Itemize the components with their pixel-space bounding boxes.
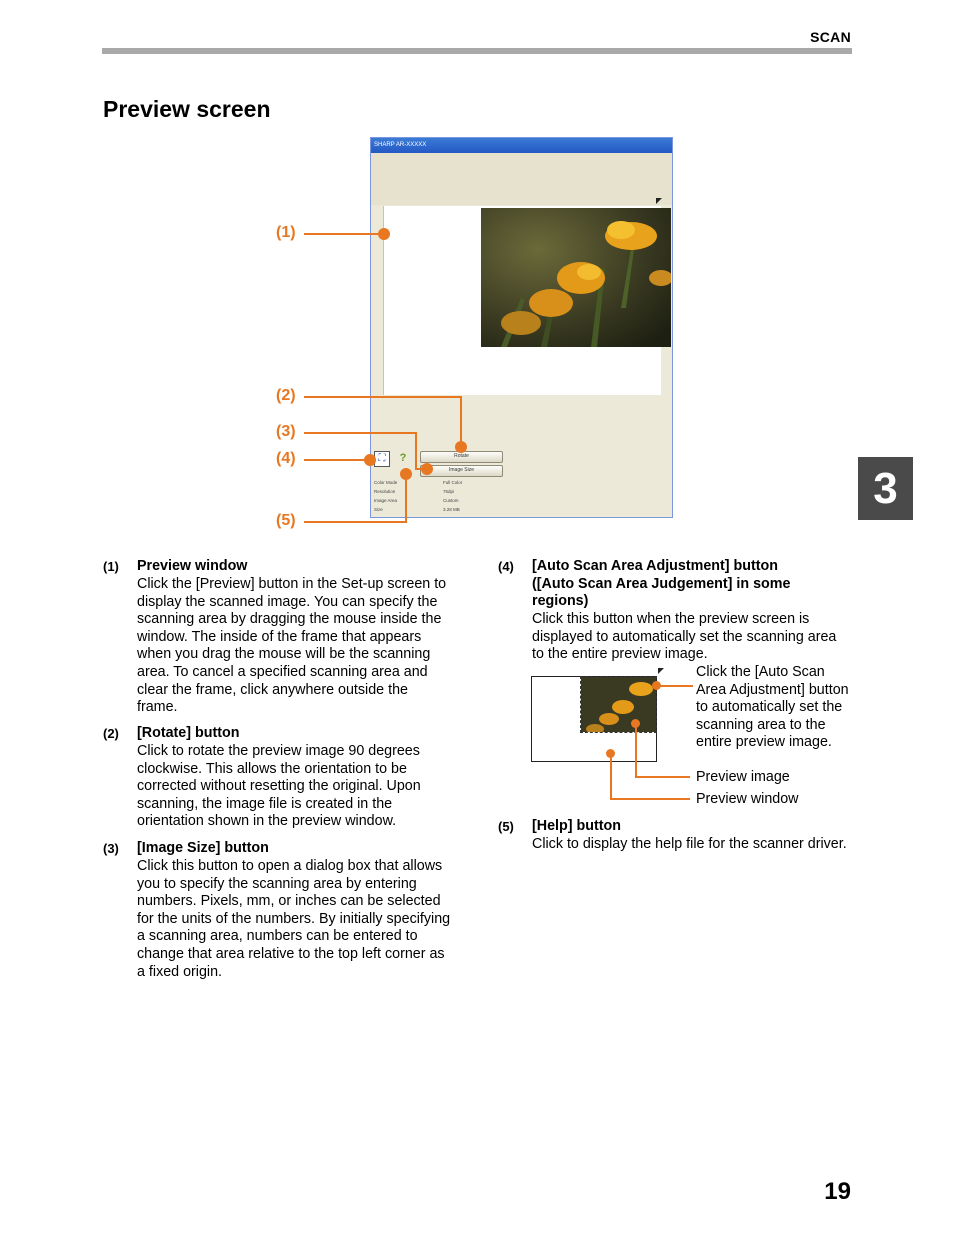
item-desc-line: when you drag the mouse will be the scanning [137, 646, 431, 663]
item-desc-line: numbers. Pixels, mm, or inches can be selected [137, 893, 441, 910]
item-desc-line: scanning area by dragging the mouse inside the [137, 611, 442, 628]
item-desc-line: Click to display the help file for the scanner driver. [532, 836, 847, 852]
item-desc-line: scanning, the image file is created in the [137, 795, 393, 812]
item-title: [Image Size] button [137, 840, 269, 856]
item-desc-line: to the entire preview image. [532, 646, 708, 663]
info-key: Color Mode [374, 480, 398, 485]
item-title-line: [Auto Scan Area Adjustment] button [532, 558, 778, 574]
callout-4-label: (4) [276, 450, 296, 467]
item-desc-line: Click this button when the preview screen is [532, 611, 810, 628]
item-desc-line: corrected without resetting the original. Upon [137, 778, 421, 795]
item-desc-line: clear the frame, click anywhere outside the [137, 681, 408, 698]
item-desc-line: you to specify the scanning area by entering [137, 875, 417, 892]
callout-1-dot [378, 228, 390, 240]
item-desc-line: a scanning area, numbers can be entered to [137, 928, 418, 945]
help-button[interactable] [397, 452, 409, 466]
callout-4-line [304, 459, 366, 461]
callout-2-line [304, 396, 462, 398]
auto-scan-area-button[interactable] [374, 451, 390, 467]
item-number: (4) [498, 559, 514, 574]
item-desc-line: Click the [Preview] button in the Set-up screen to [137, 576, 447, 592]
item-desc-line: displayed to automatically set the scanning area [532, 628, 837, 645]
item-desc-line: for the units of the numbers. By initially specifying [137, 910, 451, 927]
item-help-button [498, 818, 858, 858]
item-number: (2) [103, 726, 119, 741]
callout-5-line [304, 521, 407, 523]
item-desc-line: Click this button to open a dialog box that allows [137, 858, 443, 874]
callout-3-line-v [415, 432, 417, 470]
inset-corner-marker-icon [658, 668, 664, 674]
item-desc-line: window. The inside of the frame that appears [137, 628, 422, 645]
callout-5-label: (5) [276, 512, 296, 529]
item-title: [Help] button [532, 818, 621, 834]
inset-image-line-v [635, 724, 637, 777]
item-desc-line: change that area relative to the top left corner as [137, 946, 445, 962]
item-title-line: ([Auto Scan Area Judgement] in some [532, 575, 791, 592]
section-header: SCAN [810, 29, 851, 45]
corner-marker-icon [656, 198, 662, 204]
info-value: Custom [443, 498, 459, 503]
callout-2-dot [455, 441, 467, 453]
help-icon: ? [399, 452, 407, 464]
item-desc-line: a fixed origin. [137, 963, 223, 980]
inset-note-line [660, 685, 693, 687]
info-key: Resolution [374, 489, 396, 494]
callout-1-line [304, 233, 380, 235]
inset-window-line-v [610, 754, 612, 799]
inset-preview-image [580, 676, 657, 733]
inset-note-line: Area Adjustment] button [696, 681, 849, 698]
callout-4-dot [364, 454, 376, 466]
item-desc-line: Click to rotate the preview image 90 degrees [137, 743, 420, 759]
page-number: 19 [824, 1178, 851, 1205]
inset-note-line: Click the [Auto Scan [696, 664, 825, 680]
item-number: (1) [103, 559, 119, 574]
callout-3-dot [421, 463, 433, 475]
inset-preview-window-label: Preview window [696, 791, 799, 807]
item-desc-line: orientation shown in the preview window. [137, 813, 397, 830]
item-auto-scan-button [498, 558, 858, 668]
info-key: Image Area [374, 498, 398, 503]
item-image-size-button [103, 840, 463, 985]
header-rule [102, 48, 852, 54]
info-value: Full Color [443, 480, 463, 485]
flower-photo [481, 208, 671, 347]
callout-3-label: (3) [276, 423, 296, 440]
rotate-button[interactable]: Rotate [420, 451, 503, 463]
info-key: Size [374, 507, 383, 512]
callout-3-line [304, 432, 417, 434]
item-desc-line: display the scanned image. You can specify the [137, 593, 438, 610]
page-title: Preview screen [103, 96, 271, 122]
inset-window-line-h [610, 798, 690, 800]
inset-note-line: entire preview image. [696, 734, 832, 751]
inset-flower-photo [581, 677, 657, 733]
item-preview-window [103, 558, 463, 718]
callout-5-dot [400, 468, 412, 480]
item-desc-line: clockwise. This allows the orientation to be [137, 760, 407, 777]
preview-window[interactable] [383, 206, 661, 395]
chapter-tab: 3 [858, 457, 913, 520]
inset-note-line: scanning area to the [696, 716, 826, 733]
item-desc-line: frame. [137, 699, 178, 716]
callout-2-label: (2) [276, 387, 296, 404]
window-title-bar: SHARP AR-XXXXX [371, 138, 672, 153]
toolbar-area [371, 153, 672, 205]
item-number: (3) [103, 841, 119, 856]
callout-1-label: (1) [276, 224, 296, 241]
inset-image-line-h [635, 776, 690, 778]
auto-scan-icon: ⛶ [378, 453, 386, 464]
item-rotate-button [103, 725, 463, 835]
inset-note-line: to automatically set the [696, 699, 843, 716]
item-number: (5) [498, 819, 514, 834]
image-size-button[interactable]: Image Size [420, 465, 503, 477]
info-value: 75dpi [443, 489, 455, 494]
inset-preview-image-label: Preview image [696, 769, 790, 785]
item-title: Preview window [137, 558, 248, 574]
item-desc-line: area. To cancel a specified scanning area and [137, 664, 428, 680]
info-value: 3.28 MB [443, 507, 460, 512]
preview-image [481, 208, 671, 347]
callout-5-line-v [405, 474, 407, 523]
item-title-line: regions) [532, 593, 589, 610]
item-title: [Rotate] button [137, 725, 240, 741]
